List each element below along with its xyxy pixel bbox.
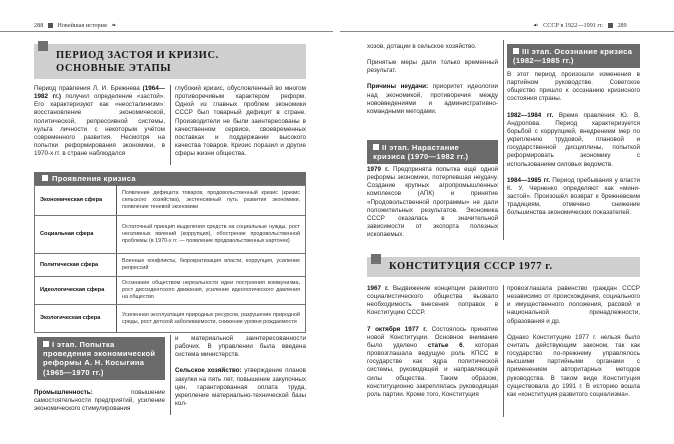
column-divider (503, 40, 504, 240)
right-running-head (533, 22, 627, 29)
header-rule (0, 31, 333, 32)
white-square-icon (42, 175, 48, 181)
title-square-icon (38, 41, 48, 51)
stage3-heading: III этап. Осознание кризиса (1982—1985 гг.) (507, 44, 640, 68)
table-row (35, 186, 306, 216)
sphere-cell: Социальная сфера (35, 216, 117, 254)
flourish-icon: ❧ (111, 22, 117, 29)
description-cell: Усиленная эксплуатация природных ресурсов, разрушение природной среды, рост детской заболеваемости, снижение уровня рождаемости (117, 305, 306, 333)
sphere-cell: Политическая сфера (35, 254, 117, 277)
header-rule (340, 31, 674, 32)
page-title: ПЕРИОД ЗАСТОЯ И КРИЗИС. ОСНОВНЫЕ ЭТАПЫ (56, 50, 219, 74)
table-row (35, 216, 306, 254)
sphere-cell: Идеологическая сфера (35, 277, 117, 305)
intro-col1: Период правления Л. И. Брежнева (1964—1982 гг.) получил определение «застой». Его характеризуют как «неосталинизм»: восстановление экономической, политической, репрессивной системы, культа личности с некоторым учётом современного развития. Несмотря на попытки реформирования экономики, в 1970-х гг. в стране наблюдался (34, 85, 166, 158)
stage2-heading: II этап. Нарастание кризиса (1970—1982 гг.) (367, 140, 498, 164)
table-row (35, 305, 306, 333)
constitution-col1: 1967 г. Выдвижение концепции развитого социалистического общества вызвало необходимость внесения поправок в Конституцию СССР. 7 октября 1977 г. Состоялось принятие новой Конституции. Основное внимание было уделено статье 6, которая провозглашала ведущую роль КПСС в государстве как ядра политической системы, руководящей и направляющей силы общества. Таким образом, конституционно закреплялась руководящая роль партии. Кроме того, Конституция (367, 285, 499, 398)
description-cell: Остаточный принцип выделения средств на социальные нужды, рост негативных явлений (коррупция), обострение продовольственной проблемы (в 1970-х гг. — появление продовольственных карточек) (117, 216, 306, 254)
stage2-text: 1979 г. Предпринята попытка ещё одной реформы экономики, потерпевшая неудачу. Создание крупных агропромышленных комплексов (АПК) и принятие «Продовольственной программы» не дали положительных результатов. Экономика СССР оказалась в значительной зависимости от экспорта полезных ископаемых. (367, 166, 498, 239)
table-row (35, 277, 306, 305)
running-head-section: СССР в 1922—1991 гг. (543, 22, 604, 29)
square-ornament-icon (48, 23, 53, 28)
constitution-title: КОНСТИТУЦИЯ СССР 1977 г. (389, 261, 553, 272)
description-cell: Военные конфликты, бюрократизация власти, коррупция, усиление репрессий (117, 254, 306, 277)
table-row (35, 254, 306, 277)
constitution-col2: провозглашала равенство граждан СССР независимо от происхождения, социального и имущественного положения, расовой и национальной принадлежности, образования и др. Однако Конституцию 1977 г. нельзя было считать действующим законом, так как государство по-прежнему управлялось высшими партийными органами с применением авторитарных методов руководства. В таком виде Конституция существовала до 1991 г. В историю вошла как «конституция развитого социализма». (507, 285, 640, 398)
column-divider (503, 285, 504, 417)
square-ornament-icon (608, 23, 613, 28)
constitution-title-box (367, 257, 640, 277)
crisis-table-heading: Проявления кризиса (34, 172, 306, 185)
page-number: 288 (34, 22, 44, 29)
description-cell: Осознание обществом нереальности идеи построения коммунизма, рост диссидентского движения, усиление идеологического давления на общество (117, 277, 306, 305)
page-number: 289 (617, 22, 627, 29)
column-divider (170, 85, 171, 165)
title-square-icon (371, 254, 381, 264)
crisis-table (34, 185, 306, 333)
white-square-icon (43, 341, 49, 347)
flourish-icon: ☙ (533, 22, 539, 29)
stage1-heading: I этап. Попытка проведения экономической реформы А. Н. Косыгина (1965—1970 гг.) (37, 337, 165, 380)
crisis-table-block (34, 172, 306, 333)
stage1-col1: Промышленность: повышение самостоятельности предприятий, усиление экономического стимулирования (34, 389, 165, 413)
sphere-cell: Экономическая сфера (35, 186, 117, 216)
section-title-box (34, 44, 306, 79)
description-cell: Появление дефицита товаров, продовольственный кризис (кризис сельского хозяйства), экстенсивный путь развития экономики, появление теневой экономики (117, 186, 306, 216)
intro-col2: глубокий кризис, обусловленный во многом противоречивым характером реформ. Одной из главных проблем экономики СССР был товарный дефицит в стране. Производители не были заинтересованы в качественном сервисе, своевременных поставках и поддержании высокого качества товаров. Кризис поразил и другие сферы жизни общества. (175, 85, 306, 158)
column-divider (170, 335, 171, 415)
stage1-col2: и материальной заинтересованности рабочих. В управлении была введена система министерств. Сельское хозяйство: утверждение планов закупки на пять лет, повышение закупочных цен, гарантированная оплата труда, укрепление материально-технической базы кол- (175, 335, 306, 408)
right-col2: В этот период произошли изменения в партийном руководстве. Советское общество пришло к осознанию кризисного состояния страны. 1982—1984 гг. Время правления Ю. В. Андропова. Период характеризуется борьбой с коррупцией, внедрением мер по укреплению трудовой, плановой и государственной дисциплины, попыткой реформировать экономику с использованием силовых ведомств. 1984—1985 гг. Период пребывания у власти К. У. Черненко определяют как «мини-застой». Произошёл возврат к брежневским традициям, отмечено снижение большинства экономических показателей. (507, 71, 640, 217)
sphere-cell: Экологическая сфера (35, 305, 117, 333)
right-col1: хозов, дотации в сельское хозяйство. Принятые меры дали только временный результат. Причины неудачи: приоритет идеологии над экономикой, противоречия между нововведениями и административно-командными методами. (367, 43, 499, 115)
white-square-icon (373, 144, 379, 150)
left-running-head (34, 22, 117, 29)
running-head-section: Новейшая история (57, 22, 107, 29)
white-square-icon (513, 48, 519, 54)
